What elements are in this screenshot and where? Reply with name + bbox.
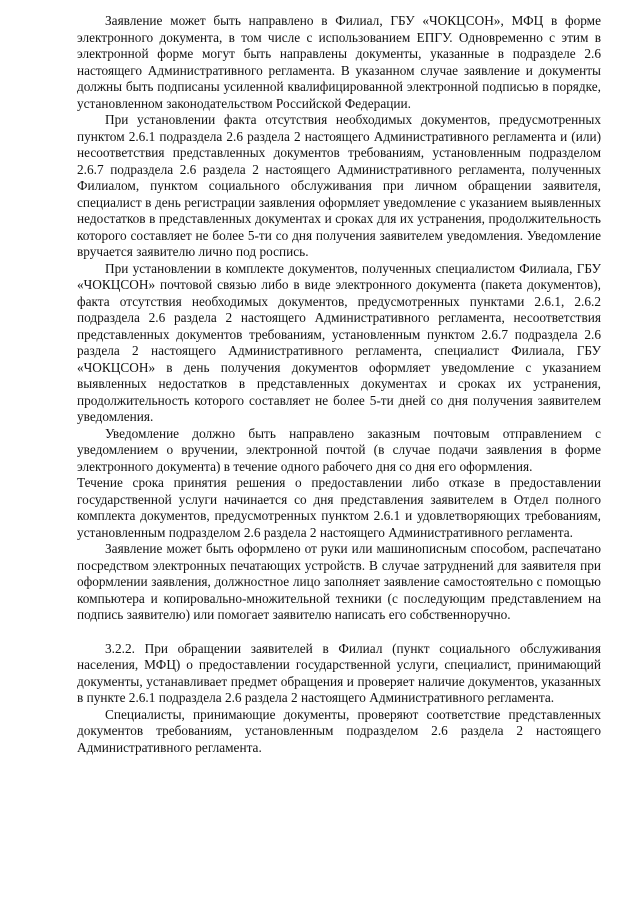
paragraph-missing-documents-postal: При установлении в комплекте документов, полученных специалистом Филиала, ГБУ «ЧОКЦСОН» почтовой связью либо в виде электронного документа (пакета документов), факта отсутствия необходимых документов, предусмотренных пунктами 2.6.1, 2.6.2 подраздела 2.6 раздела 2 настоящего Административного регламента, несоответствия представленных документов требованиям, установленным пунктом 2.6.7 подраздела 2.6 раздела 2 настоящего Административного регламента, специалист Филиала, ГБУ «ЧОКЦСОН» в день получения документов оформляет уведомление с указанием выявленных недостатков в представленных документах и сроках их устранения, продолжительность которого составляет не более 5-ти дней со дня получения заявителем уведомления. (77, 260, 601, 424)
paragraph-decision-term: Течение срока принятия решения о предоставлении либо отказе в предоставлении государственной услуги начинается со дня представления заявителем в Отдел полного комплекта документов, предусмотренных пунктом 2.6.1 и удовлетворяющих требованиям, установленным подразделом 2.6 раздела 2 настоящего Административного регламента. (77, 475, 601, 540)
paragraph-application-form: Заявление может быть оформлено от руки или машинописным способом, распечатано посредством электронных печатающих устройств. В случае затруднений для заявителя при оформлении заявления, должностное лицо заполняет заявление самостоятельно с помощью компьютера и копировально-множительной техники (с последующим представлением на подпись заявителю) или помогает заявителю написать его собственноручно. (77, 541, 601, 622)
document-body (77, 13, 601, 756)
paragraph-section-3-2-2: 3.2.2. При обращении заявителей в Филиал (пункт социального обслуживания населения, МФЦ) о предоставлении государственной услуги, специалист, принимающий документы, устанавливает предмет обращения и проверяет наличие документов, указанных в пункте 2.6.1 подраздела 2.6 раздела 2 настоящего Административного регламента. (77, 640, 601, 705)
paragraph-specialists-check: Специалисты, принимающие документы, проверяют соответствие представленных документов требованиям, установленным подразделом 2.6 раздела 2 настоящего Административного регламента. (77, 706, 601, 755)
paragraph-electronic-submission: Заявление может быть направлено в Филиал, ГБУ «ЧОКЦСОН», МФЦ в форме электронного документа, в том числе с использованием ЕПГУ. Одновременно с этим в электронной форме могут быть направлены документы, указанные в подразделе 2.6 настоящего Административного регламента. В указанном случае заявление и документы должны быть подписаны усиленной квалифицированной электронной подписью в порядке, установленном законодательством Российской Федерации. (77, 13, 601, 111)
paragraph-missing-documents-personal: При установлении факта отсутствия необходимых документов, предусмотренных пунктом 2.6.1 подраздела 2.6 раздела 2 настоящего Административного регламента и (или) несоответствия представленных документов требованиям, установленным подразделом 2.6.7 подраздела 2.6 раздела 2 настоящего Административного регламента, полученных Филиалом, пунктом социального обслуживания при личном обращении заявителя, специалист в день регистрации заявления оформляет уведомление с указанием выявленных недостатков в представленных документах и сроках для их устранения, продолжительность которого составляет не более 5-ти со дня получения заявителем уведомления. Уведомление вручается заявителю лично под роспись. (77, 112, 601, 259)
paragraph-spacer (77, 624, 601, 641)
paragraph-notification-delivery: Уведомление должно быть направлено заказным почтовым отправлением с уведомлением о вручении, электронной почтой (в случае подачи заявления в форме электронного документа) в течение одного рабочего дня со дня его оформления. (77, 425, 601, 474)
